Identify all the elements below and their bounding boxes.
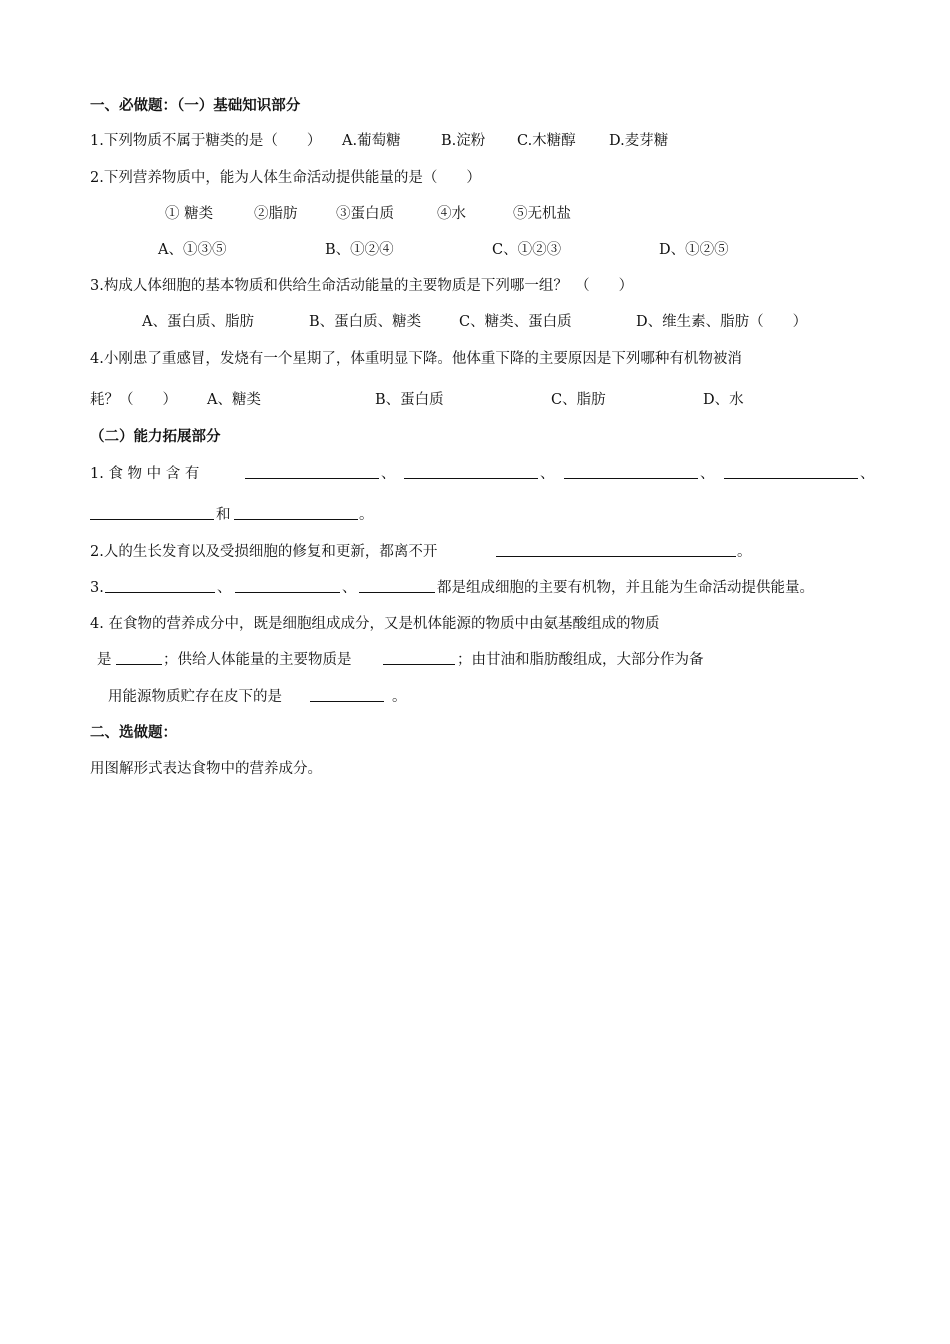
q1-stem: 1.下列物质不属于糖类的是（ ） [90, 133, 322, 149]
q2-option-d: D、①②⑤ [659, 242, 729, 258]
ext-q4-line-3a: 用能源物质贮存在皮下的是 [108, 689, 282, 705]
q4-line-1: 4.小刚患了重感冒，发烧有一个星期了，体重明显下降。他体重下降的主要原因是下列哪种有机物被消 [90, 351, 742, 367]
ext-q2-blank[interactable] [496, 542, 736, 557]
ext-q4-blank-1[interactable] [116, 650, 162, 665]
ext-q1-and: 和 [216, 507, 231, 523]
ext-q4-line-2b: ；供给人体能量的主要物质是 [163, 652, 352, 668]
ext-q1-blank-1[interactable] [245, 464, 379, 479]
ext-q3-sep-2: 、 [342, 580, 357, 596]
q1-option-c: C.木糖醇 [517, 133, 576, 149]
ext-q1-sep-3: 、 [700, 466, 715, 482]
ext-q1-blank-5[interactable] [90, 505, 214, 520]
ext-q1-blank-2[interactable] [404, 464, 538, 479]
ext-q1-prefix: 1. 食 物 中 含 有 [90, 466, 200, 482]
optional-task: 用图解形式表达食物中的营养成分。 [90, 761, 322, 777]
ext-q3-blank-2[interactable] [235, 578, 340, 593]
ext-q2-prefix: 2.人的生长发育以及受损细胞的修复和更新，都离不开 [90, 544, 438, 560]
ext-q4-line-2a: 是 [97, 652, 112, 668]
section-heading-required: 一、必做题：（一）基础知识部分 [90, 98, 301, 114]
ext-q1-end: 。 [359, 507, 374, 523]
ext-q4-line-3b: 。 [392, 689, 407, 705]
q2-option-b: B、①②④ [325, 242, 394, 258]
ext-q1-blank-3[interactable] [564, 464, 698, 479]
q4-option-a: A、糖类 [207, 392, 261, 408]
q3-option-a: A、蛋白质、脂肪 [142, 314, 254, 330]
ext-q1-sep-4: 、 [860, 466, 875, 482]
ext-q4-blank-3[interactable] [310, 687, 384, 702]
ext-q3-prefix: 3. [90, 580, 104, 596]
ext-q3-sep-1: 、 [217, 580, 232, 596]
q2-item-3: ③蛋白质 [336, 206, 394, 222]
q2-item-2: ②脂肪 [254, 206, 298, 222]
ext-q1-blank-4[interactable] [724, 464, 858, 479]
q3-option-c: C、糖类、蛋白质 [459, 314, 572, 330]
q4-option-d: D、水 [703, 392, 744, 408]
q2-item-1: ① 糖类 [165, 206, 214, 222]
q2-item-4: ④水 [437, 206, 466, 222]
q3-stem: 3.构成人体细胞的基本物质和供给生命活动能量的主要物质是下列哪一组？ （ ） [90, 278, 634, 294]
section-heading-extension: （二）能力拓展部分 [90, 429, 221, 445]
q3-option-b: B、蛋白质、糖类 [309, 314, 422, 330]
q4-option-c: C、脂肪 [551, 392, 606, 408]
ext-q1-sep-2: 、 [540, 466, 555, 482]
q2-option-c: C、①②③ [492, 242, 562, 258]
ext-q1-sep-1: 、 [381, 466, 396, 482]
q4-line-2: 耗？（ ） [90, 392, 177, 408]
ext-q1-blank-6[interactable] [234, 505, 358, 520]
q2-stem: 2.下列营养物质中，能为人体生命活动提供能量的是（ ） [90, 170, 481, 186]
q1-option-a: A.葡萄糖 [342, 133, 401, 149]
ext-q4-line-1: 4. 在食物的营养成分中，既是细胞组成成分，又是机体能源的物质中由氨基酸组成的物质 [90, 616, 660, 632]
q4-option-b: B、蛋白质 [375, 392, 444, 408]
ext-q4-blank-2[interactable] [383, 650, 455, 665]
ext-q3-blank-3[interactable] [359, 578, 435, 593]
q3-option-d: D、维生素、脂肪（ ） [636, 314, 808, 330]
ext-q2-end: 。 [737, 544, 752, 560]
q2-option-a: A、①③⑤ [158, 242, 227, 258]
section-heading-optional: 二、选做题： [90, 725, 177, 741]
ext-q3-blank-1[interactable] [105, 578, 215, 593]
q1-option-d: D.麦芽糖 [609, 133, 669, 149]
q1-option-b: B.淀粉 [441, 133, 486, 149]
q2-item-5: ⑤无机盐 [513, 206, 571, 222]
ext-q3-suffix: 都是组成细胞的主要有机物，并且能为生命活动提供能量。 [437, 580, 814, 596]
ext-q4-line-2c: ；由甘油和脂肪酸组成，大部分作为备 [457, 652, 704, 668]
